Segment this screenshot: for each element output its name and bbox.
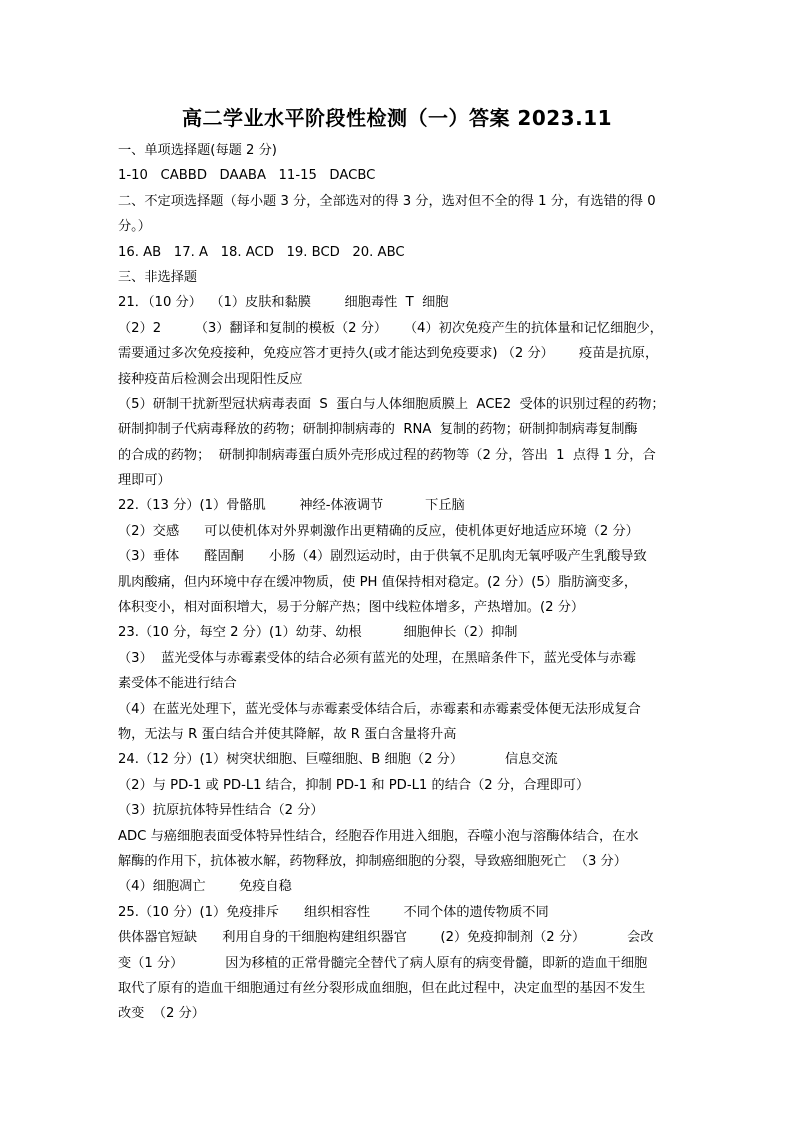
answer-line-text: （3）抗原抗体特异性结合（2 分）: [118, 803, 324, 819]
answer-line: [118, 341, 678, 366]
answer-line-text: 研制抑制子代病毒释放的药物；研制抑制病毒的 RNA 复制的药物；研制抑制病毒复制酶: [118, 422, 638, 438]
answer-line: [118, 214, 678, 239]
answer-line: [118, 773, 678, 798]
answer-line: [118, 925, 678, 950]
answer-line: [118, 443, 678, 468]
answer-line-text: 1-10 CABBD DAABA 11-15 DACBC: [118, 168, 376, 184]
answer-line-text: 变（1 分） 因为移植的正常骨髓完全替代了病人原有的病变骨髓，即新的造血干细胞: [118, 955, 648, 971]
answer-line: [118, 747, 678, 772]
answer-line: [118, 570, 678, 595]
answer-line-text: 三、非选择题: [118, 269, 198, 285]
answer-line: [118, 900, 678, 925]
answer-line-text: 16. AB 17. A 18. ACD 19. BCD 20. ABC: [118, 244, 405, 260]
answer-line: [118, 138, 678, 163]
page-title: 高二学业水平阶段性检测（一）答案 2023.11: [181, 106, 613, 130]
answer-line: [118, 1001, 678, 1026]
answer-line-text: 24.（12 分）(1）树突状细胞、巨噬细胞、B 细胞（2 分） 信息交流: [118, 752, 558, 768]
answer-line-text: 22.（13 分）(1）骨骼肌 神经-体液调节 下丘脑: [118, 498, 465, 514]
answer-line: [118, 290, 678, 315]
answer-line-text: 一、单项选择题(每题 2 分): [118, 143, 277, 158]
answer-line: [118, 163, 678, 188]
answer-line: [118, 544, 678, 569]
answer-line: [118, 722, 678, 747]
answer-line: [118, 646, 678, 671]
answer-line-text: （4）细胞凋亡 免疫自稳: [118, 879, 292, 895]
answer-line: [118, 874, 678, 899]
answer-line-text: 取代了原有的造血干细胞通过有丝分裂形成血细胞，但在此过程中，决定血型的基因不发生: [118, 980, 646, 996]
answer-line: [118, 265, 678, 290]
answer-line: [118, 367, 678, 392]
answer-line-text: （4）在蓝光处理下，蓝光受体与赤霉素受体结合后，赤霉素和赤霉素受体便无法形成复合: [118, 701, 641, 717]
answer-line-text: （3） 蓝光受体与赤霉素受体的结合必须有蓝光的处理，在黑暗条件下，蓝光受体与赤霉: [118, 650, 636, 666]
answer-line-text: 素受体不能进行结合: [118, 676, 237, 692]
answer-line: [118, 240, 678, 265]
answer-line-text: 21．（10 分） （1）皮肤和黏膜 细胞毒性 T 细胞: [118, 295, 449, 311]
answer-line-text: 肌肉酸痛，但内环境中存在缓冲物质，使 PH 值保持相对稳定。(2 分）(5）脂肪滴变多，: [118, 574, 638, 590]
answer-line: [118, 519, 678, 544]
answer-line-text: 体积变小，相对面积增大，易于分解产热；图中线粒体增多，产热增加。(2 分）: [118, 600, 585, 616]
answer-line: [118, 697, 678, 722]
answer-line: [118, 189, 678, 214]
answer-line: [118, 671, 678, 696]
answer-line-text: 需要通过多次免疫接种，免疫应答才更持久(或才能达到免疫要求) （2 分） 疫苗是抗原，: [118, 346, 659, 362]
answer-line-text: （3）垂体 醛固酮 小肠（4）剧烈运动时，由于供氧不足肌肉无氧呼吸产生乳酸导致: [118, 549, 647, 565]
answer-line-text: 的合成的药物； 研制抑制病毒蛋白质外壳形成过程的药物等（2 分，答出 1 点得 1 分，合: [118, 447, 656, 463]
answer-line-text: 23.（10 分，每空 2 分）(1）幼芽、幼根 细胞伸长（2）抑制: [118, 625, 518, 641]
answer-body: [118, 138, 678, 1027]
answer-line: [118, 468, 678, 493]
answer-line-text: 解酶的作用下，抗体被水解，药物释放，抑制癌细胞的分裂，导致癌细胞死亡 （3 分）: [118, 853, 627, 869]
answer-line: [118, 798, 678, 823]
answer-line: [118, 595, 678, 620]
answer-line: [118, 849, 678, 874]
answer-line-text: 改变 （2 分）: [118, 1006, 205, 1022]
answer-line: [118, 620, 678, 645]
answer-line: [118, 316, 678, 341]
answer-line: [118, 392, 678, 417]
answer-line: [118, 976, 678, 1001]
answer-line: [118, 824, 678, 849]
answer-line-text: （2）交感 可以使机体对外界刺激作出更精确的反应，使机体更好地适应环境（2 分）: [118, 523, 639, 539]
answer-line-text: 理即可）: [118, 473, 171, 489]
answer-line: [118, 951, 678, 976]
answer-line-text: （5）研制干扰新型冠状病毒表面 S 蛋白与人体细胞质膜上 ACE2 受体的识别过程的药物；: [118, 396, 665, 412]
answer-line-text: 接种疫苗后检测会出现阳性反应: [118, 371, 303, 387]
answer-line: [118, 493, 678, 518]
answer-line-text: 分。）: [118, 219, 151, 235]
answer-line-text: 25.（10 分）(1）免疫排斥 组织相容性 不同个体的遗传物质不同: [118, 904, 549, 920]
answer-line-text: 二、不定项选择题（每小题 3 分，全部选对的得 3 分，选对但不全的得 1 分，有选错的得 0: [118, 193, 656, 209]
answer-line-text: （2）2 （3）翻译和复制的模板（2 分） （4）初次免疫产生的抗体量和记忆细胞少，: [118, 320, 663, 336]
answer-line: [118, 417, 678, 442]
answer-line-text: 供体器官短缺 利用自身的干细胞构建组织器官 (2）免疫抑制剂（2 分） 会改: [118, 930, 654, 946]
answer-line-text: （2）与 PD-1 或 PD-L1 结合，抑制 PD-1 和 PD-L1 的结合（2 分，合理即可）: [118, 777, 590, 793]
answer-line-text: ADC 与癌细胞表面受体特异性结合，经胞吞作用进入细胞，吞噬小泡与溶酶体结合，在水: [118, 828, 639, 844]
answer-line-text: 物，无法与 R 蛋白结合并使其降解，故 R 蛋白含量将升高: [118, 726, 457, 742]
